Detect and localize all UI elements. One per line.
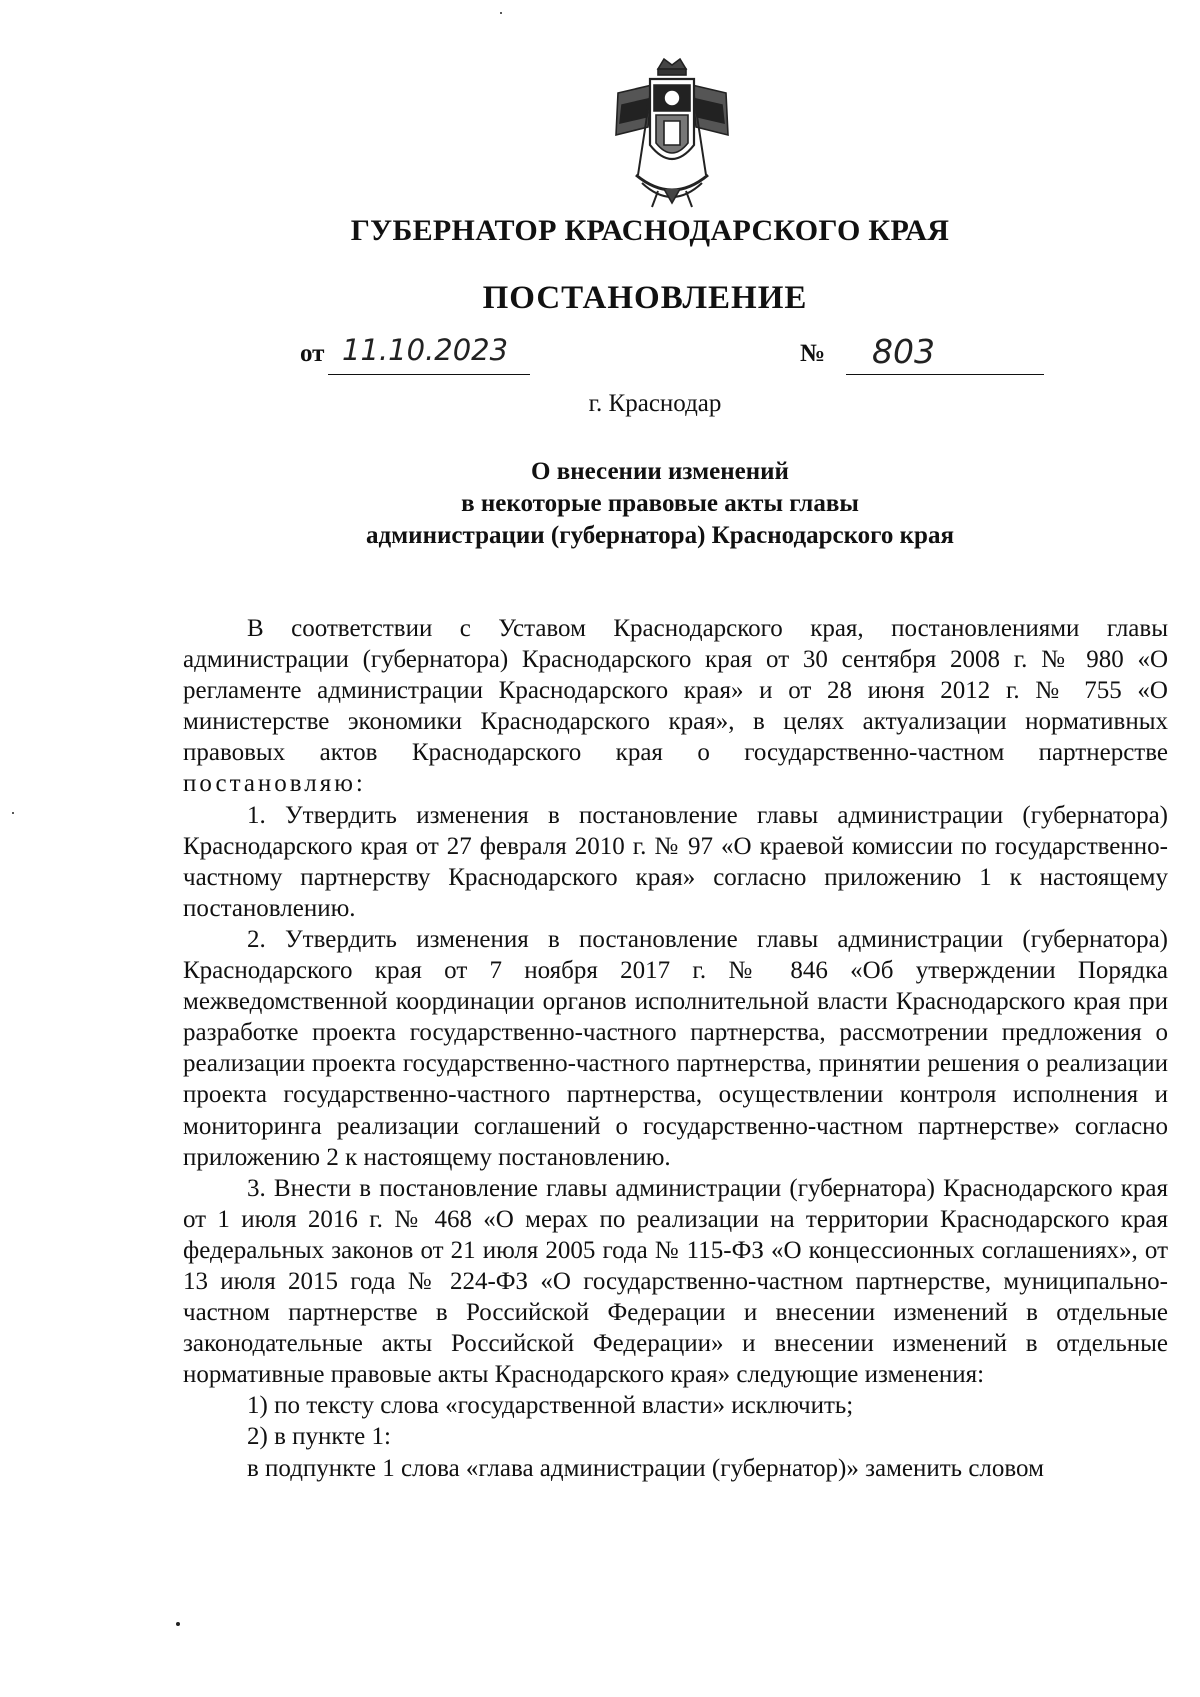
subject-line-1: О внесении изменений xyxy=(531,458,789,485)
number-label: № xyxy=(800,340,826,367)
number-underline xyxy=(846,374,1044,375)
organization-title: ГУБЕРНАТОР КРАСНОДАРСКОГО КРАЯ xyxy=(350,214,950,247)
paragraph-1: 1. Утвердить изменения в постановление главы администрации (губернатора) Краснодарского края от 27 февраля 2010 г. № 97 «О краевой комиссии по государственно-частному партнерству Краснодарского края» согласно приложению 1 к настоящему постановлению. xyxy=(183,801,1168,922)
subitem-2: 2) в пункте 1: xyxy=(247,1423,391,1451)
decree-word: постановляю: xyxy=(183,770,366,798)
subject-line-3: администрации (губернатора) Краснодарского края xyxy=(366,522,954,549)
paragraph-2: 2. Утвердить изменения в постановление главы администрации (губернатора) Краснодарского края от 7 ноября 2017 г. № 846 «Об утверждении Порядка межведомственной координации органов исполнительной власти Краснодарского края при разработке проекта государственно-частного партнерства, рассмотрении предложения о реализации проекта государственно-частного партнерства, принятии решения о реализации проекта государственно-частного партнерства, осуществлении контроля исполнения и мониторинга реализации соглашений о государственно-частном партнерстве» согласно приложению 2 к настоящему постановлению. xyxy=(183,925,1168,1171)
date-value: 11.10.2023 xyxy=(342,333,509,367)
number-value: 803 xyxy=(872,332,935,371)
date-label: от xyxy=(300,340,325,367)
document-body xyxy=(183,613,1168,1484)
city-label: г. Краснодар xyxy=(588,390,722,417)
intro-paragraph xyxy=(183,613,1168,800)
scan-speck xyxy=(12,812,14,814)
subject-line-2: в некоторые правовые акты главы xyxy=(461,490,859,517)
subitem-2-text: в подпункте 1 слова «глава администрации (губернатор)» заменить словом xyxy=(247,1454,1044,1482)
coat-of-arms-icon xyxy=(608,55,736,211)
document-type-title: ПОСТАНОВЛЕНИЕ xyxy=(482,280,808,316)
subitem-1: 1) по тексту слова «государственной власти» исключить; xyxy=(247,1392,854,1420)
scan-speck xyxy=(176,1622,180,1626)
paragraph-3: 3. Внести в постановление главы администрации (губернатора) Краснодарского края от 1 июля 2016 г. № 468 «О мерах по реализации на территории Краснодарского края федеральных законов от 21 июля 2005 года № 115-ФЗ «О концессионных соглашениях», от 13 июля 2015 года № 224-ФЗ «О государственно-частном партнерстве, муниципально-частном партнерстве в Российской Федерации и внесении изменений в отдельные законодательные акты Российской Федерации» и внесении изменений в отдельные нормативные правовые акты Краснодарского края» следующие изменения: xyxy=(183,1174,1168,1389)
intro-text: В соответствии с Уставом Краснодарского края, постановлениями главы администрации (губернатора) Краснодарского края от 30 сентября 2008 г. № 980 «О регламенте администрации Краснодарского края» и от 28 июня 2012 г. № 755 «О министерстве экономики Краснодарского края», в целях актуализации нормативных правовых актов Краснодарского края о государственно-частном партнерстве xyxy=(183,615,1168,767)
scan-speck xyxy=(500,12,502,14)
date-underline xyxy=(328,374,530,375)
document-subject xyxy=(60,456,1200,552)
